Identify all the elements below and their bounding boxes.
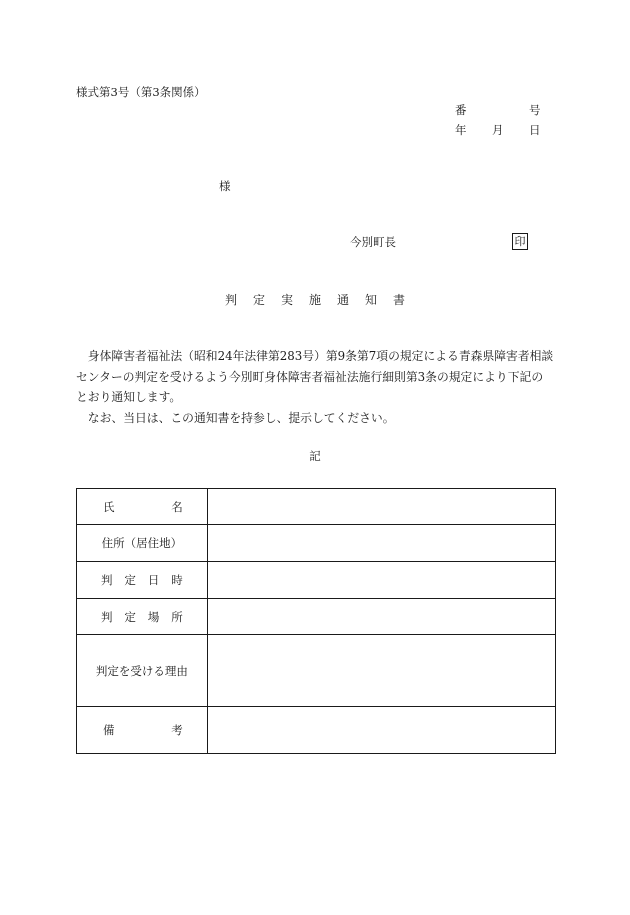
label-place-char: 所 bbox=[171, 609, 183, 624]
label-name bbox=[77, 489, 208, 525]
notice-body bbox=[76, 346, 554, 428]
form-number: 様式第3号（第3条関係） bbox=[76, 85, 206, 99]
row-address bbox=[77, 525, 556, 562]
notice-paragraph-1: 身体障害者福祉法（昭和24年法律第283号）第9条第7項の規定による青森県障害者相談センターの判定を受けるよう今別町身体障害者福祉法施行細則第3条の規定により下記のとおり通知します。 bbox=[76, 349, 554, 404]
label-place bbox=[77, 599, 208, 635]
reference-number bbox=[455, 102, 540, 118]
issuer-name: 今別町長 bbox=[350, 235, 396, 249]
label-place-char: 定 bbox=[124, 609, 136, 624]
title-char: 定 bbox=[252, 293, 265, 307]
value-name[interactable] bbox=[207, 489, 555, 525]
label-remarks bbox=[77, 707, 208, 754]
value-address[interactable] bbox=[207, 525, 555, 562]
value-remarks[interactable] bbox=[207, 707, 555, 754]
label-remarks-char1: 備 bbox=[103, 723, 115, 737]
label-name-char2: 名 bbox=[171, 499, 183, 514]
label-place-char: 判 bbox=[101, 609, 113, 624]
seal-mark: 印 bbox=[512, 233, 528, 250]
label-address-text: 住所（居住地） bbox=[101, 536, 183, 550]
label-datetime-char: 判 bbox=[101, 573, 113, 587]
row-name bbox=[77, 489, 556, 525]
document-title bbox=[0, 291, 630, 308]
title-char: 判 bbox=[224, 293, 237, 307]
reference-date bbox=[455, 122, 540, 138]
notice-paragraph-2: なお、当日は、この通知書を持参し、提示してください。 bbox=[87, 410, 395, 425]
label-place-char: 場 bbox=[147, 609, 160, 624]
row-remarks bbox=[77, 707, 556, 754]
recipient-suffix: 様 bbox=[219, 179, 231, 193]
reference-year: 年 bbox=[455, 123, 467, 137]
title-char: 知 bbox=[365, 293, 378, 307]
value-datetime[interactable] bbox=[207, 562, 555, 599]
reference-number-char2: 号 bbox=[529, 103, 541, 117]
reference-number-char1: 番 bbox=[455, 103, 467, 117]
label-datetime-char: 定 bbox=[124, 573, 136, 587]
reference-day: 日 bbox=[529, 123, 541, 137]
title-char: 通 bbox=[337, 293, 350, 307]
label-name-char1: 氏 bbox=[103, 499, 115, 514]
value-reason[interactable] bbox=[207, 635, 555, 707]
ki-heading: 記 bbox=[309, 449, 321, 463]
reference-month: 月 bbox=[492, 123, 504, 137]
row-datetime bbox=[77, 562, 556, 599]
details-table bbox=[76, 488, 556, 754]
label-reason bbox=[77, 635, 208, 707]
label-reason-text: 判定を受ける理由 bbox=[95, 663, 188, 678]
label-remarks-char2: 考 bbox=[171, 723, 183, 737]
label-address bbox=[77, 525, 208, 562]
value-place[interactable] bbox=[207, 599, 555, 635]
label-datetime-char: 日 bbox=[147, 573, 160, 587]
row-reason bbox=[77, 635, 556, 707]
label-datetime bbox=[77, 562, 208, 599]
title-char: 施 bbox=[308, 293, 321, 307]
title-char: 書 bbox=[393, 293, 406, 307]
title-char: 実 bbox=[280, 293, 293, 307]
label-datetime-char: 時 bbox=[171, 573, 183, 587]
row-place bbox=[77, 599, 556, 635]
